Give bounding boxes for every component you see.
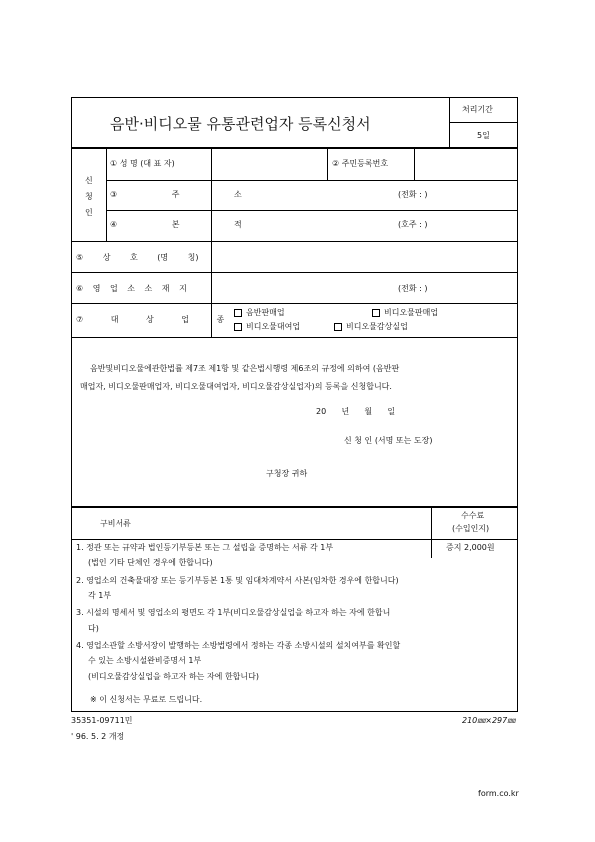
doc-item-4b: 수 있는 소방시설완비증명서 1부: [88, 656, 202, 665]
site-watermark: form.co.kr: [478, 789, 519, 798]
applicant-side-divider: [106, 148, 107, 241]
doc-item-2: 2. 영업소의 건축물대장 또는 등기부등본 1통 및 임대차계약서 사본(임차한 경우에 한합니다): [76, 576, 399, 585]
checkbox-icon: [234, 309, 242, 317]
doc-item-4c: (비디오물감상실업을 하고자 하는 자에 한합니다): [88, 672, 259, 681]
fee-label: 수수료: [461, 511, 485, 520]
period-label: 처리기간: [462, 105, 493, 114]
business-bottom: [71, 337, 518, 338]
resident-right-divider: [414, 148, 415, 180]
revision-date: ' 96. 5. 2 개정: [71, 732, 125, 741]
row2-bottom: [106, 210, 517, 211]
fee-sub: (수입인지): [452, 524, 490, 533]
applicant-bottom: [71, 241, 518, 242]
statement-line-1: 음반및비디오물에관한법률 제7조 제1항 및 같은법시행령 제6조의 규정에 의하여 (음반판: [90, 364, 400, 373]
trade-name-label: ⑤ 상 호 (명 칭): [76, 253, 199, 262]
checkbox-icon: [234, 323, 242, 331]
option-record-sale[interactable]: 음반판매업: [234, 308, 285, 318]
resident-label: ② 주민등록번호: [332, 159, 389, 168]
applicant-side-2: 청: [85, 192, 93, 201]
domicile-head: (호주 : ): [398, 220, 428, 229]
fee-divider: [431, 506, 432, 558]
doc-item-3: 3. 시설의 명세서 및 영업소의 평면도 각 1부(비디오물감상실업을 하고자 하는 자에 한합니: [76, 608, 391, 617]
resident-left-divider: [327, 148, 328, 180]
option-video-sale[interactable]: 비디오물판매업: [372, 308, 438, 318]
address-label: ③ 주 소: [110, 190, 242, 199]
doc-item-3b: 다): [88, 624, 99, 633]
location-phone: (전화 : ): [398, 284, 428, 293]
frame-bottom: [71, 711, 518, 712]
free-note: ※ 이 신청서는 무료로 드립니다.: [90, 695, 203, 704]
statement-recipient: 구청장 귀하: [266, 469, 308, 478]
row1-bottom: [106, 180, 517, 181]
checkbox-icon: [334, 323, 342, 331]
period-split: [449, 122, 517, 123]
option-video-rental[interactable]: 비디오물대여업: [234, 322, 300, 332]
doc-item-1b: (법인 기타 단체인 경우에 한합니다): [88, 558, 213, 567]
statement-line-2: 매업자, 비디오물판매업자, 비디오물대여업자, 비디오물감상실업자)의 등록을 신청합니다.: [80, 382, 392, 391]
statement-date: 20 년 월 일: [316, 407, 396, 416]
statement-bottom: [71, 506, 518, 508]
form-code: 35351-09711민: [71, 716, 133, 725]
doc-item-4: 4. 영업소관할 소방서장이 발행하는 소방법령에서 정하는 각종 소방시설의 설치여부를 확인할: [76, 641, 401, 650]
frame-left: [71, 97, 72, 711]
form-title: 음반·비디오물 유통관련업자 등록신청서: [110, 115, 371, 133]
documents-heading: 구비서류: [100, 519, 131, 528]
frame-right: [517, 97, 518, 711]
location-bottom: [71, 303, 518, 304]
heading-bottom: [71, 539, 431, 540]
option-video-viewing[interactable]: 비디오물감상실업: [334, 322, 408, 332]
frame-top: [71, 97, 518, 98]
trade-name-bottom: [71, 272, 518, 273]
name-label: ① 성 명 (대 표 자): [110, 159, 175, 168]
paper-size: 210㎜×297㎜: [462, 716, 516, 725]
doc-item-2b: 각 1부: [88, 591, 112, 600]
doc-item-1: 1. 정관 또는 규약과 법인등기부등본 또는 그 설립을 증명하는 서류 각 1부: [76, 543, 334, 552]
type-label: ⑦ 대 상 업 종: [76, 315, 225, 324]
period-value: 5일: [477, 131, 490, 140]
statement-signature[interactable]: 신 청 인 (서명 또는 도장): [344, 436, 433, 445]
checkbox-icon: [372, 309, 380, 317]
fee-value: 증지 2,000원: [446, 543, 495, 552]
header-bottom-line: [71, 147, 518, 149]
applicant-side-1: 신: [85, 176, 93, 185]
location-label: ⑥ 영 업 소 소 재 지: [76, 284, 187, 293]
applicant-side-3: 인: [85, 208, 93, 217]
address-phone: (전화 : ): [398, 190, 428, 199]
fee-split: [431, 539, 517, 540]
domicile-label: ④ 본 적: [110, 220, 242, 229]
